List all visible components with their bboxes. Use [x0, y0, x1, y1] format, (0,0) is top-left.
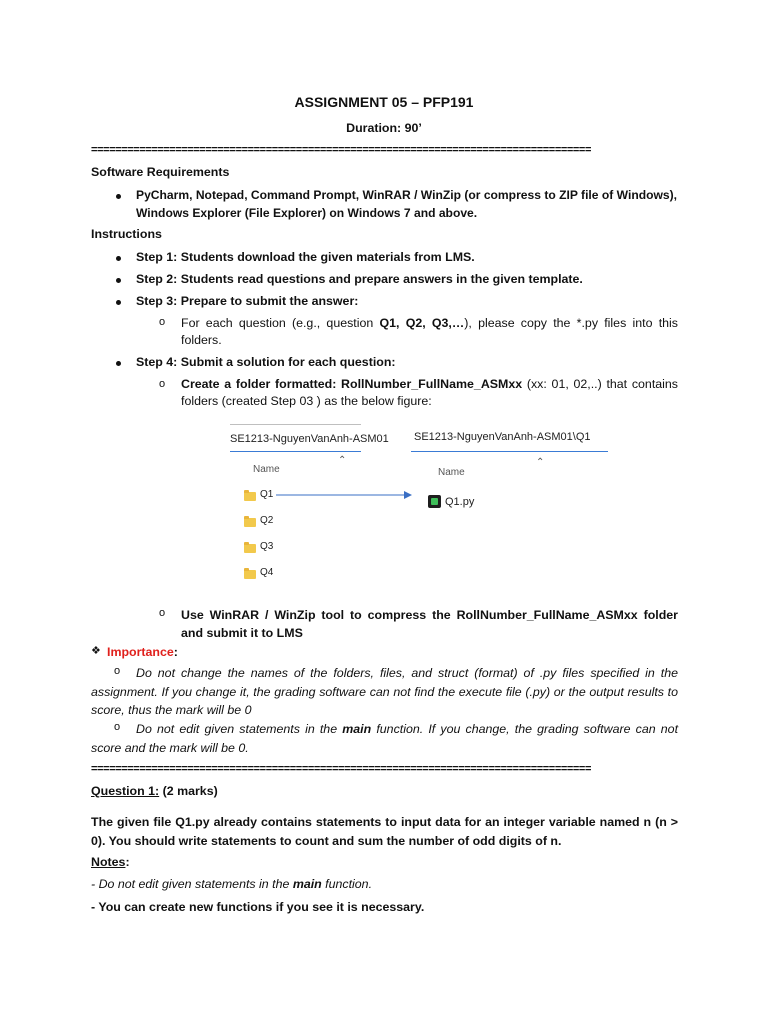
separator-middle: ===================================================================================: [91, 763, 591, 775]
step-4-sub-2-text-c: folder and submit it to LMS: [181, 608, 678, 640]
note-1: [91, 877, 372, 893]
instructions-heading: Instructions: [91, 227, 162, 241]
bullet-icon: [116, 194, 121, 199]
note-2: - You can create new functions if you see it is necessary.: [91, 900, 425, 914]
question-1-body-c: (n > 0). You should write statements to count and sum the number of odd digits of n.: [91, 815, 678, 848]
folder-icon: [244, 544, 256, 553]
bullet-icon: [116, 300, 121, 305]
step-4-sub-2-text-b: RollNumber_FullName_ASMxx: [456, 608, 638, 622]
note-1-main: main: [292, 877, 322, 891]
software-heading: Software Requirements: [91, 165, 230, 179]
bullet-icon: [116, 256, 121, 261]
importance-item-2-main: main: [342, 722, 372, 736]
folder-q4[interactable]: Q4: [260, 567, 274, 578]
diamond-bullet-icon: ❖: [91, 645, 101, 657]
folder-q3[interactable]: Q3: [260, 541, 274, 552]
sub-bullet-icon: o: [159, 607, 166, 619]
importance-item-2-c: function. If you change, the grading software can not score and the mark will be 0.: [91, 722, 679, 755]
importance-colon: :: [173, 645, 178, 659]
sort-up-icon: ⌃: [338, 455, 347, 466]
step-4-sub-2-text-a: Use WinRAR / WinZip tool to compress the: [181, 608, 457, 622]
step-3-sub-text-c: ), please copy the *.py files into this folders.: [181, 316, 678, 347]
question-1-body-a: The given file Q1.py already contains statements to input data for an integer variable named: [91, 815, 644, 829]
step-2: Step 2: Students read questions and prepare answers in the given template.: [136, 272, 583, 286]
question-1-body: [91, 813, 678, 851]
importance-label: Importance: [107, 645, 174, 659]
left-pane-title: SE1213-NguyenVanAnh-ASM01: [230, 433, 389, 445]
question-1-body-b: n: [643, 815, 652, 829]
sort-up-icon: ⌃: [536, 457, 545, 468]
folder-q2[interactable]: Q2: [260, 515, 274, 526]
left-pane-divider: [230, 424, 361, 425]
folder-icon: [244, 518, 256, 527]
sub-bullet-icon: o: [159, 316, 166, 328]
step-3-sub-text-b: Q1, Q2, Q3,…: [379, 316, 465, 330]
left-name-column[interactable]: Name: [253, 464, 280, 475]
importance-heading: [107, 645, 178, 661]
software-line-1: PyCharm, Notepad, Command Prompt, WinRAR / WinZip (or compress to ZIP file of Windows),: [136, 188, 678, 202]
note-1-c: function.: [321, 877, 373, 891]
step-4: Step 4: Submit a solution for each question:: [136, 355, 396, 369]
question-1-label: Question 1:: [91, 784, 160, 798]
arrow-icon: [274, 489, 414, 501]
step-1: Step 1: Students download the given materials from LMS.: [136, 250, 475, 264]
step-4-sub-text-b: RollNumber_FullName_ASMxx: [341, 377, 523, 391]
left-pane-underline: [230, 451, 361, 452]
step-4-sub-text-c: (xx: 01, 02,..) that contains folders (created Step 03 ) as the below figure:: [181, 377, 678, 408]
software-line-2: Windows Explorer (File Explorer) on Windows 7 and above.: [136, 206, 478, 220]
step-4-sub-text-a: Create a folder formatted:: [181, 377, 342, 391]
right-pane-title: SE1213-NguyenVanAnh-ASM01\Q1: [414, 431, 591, 443]
note-1-a: - Do not edit given statements in the: [91, 877, 293, 891]
importance-item-2-a: Do not edit given statements in the: [136, 722, 343, 736]
step-3-sub: [181, 315, 678, 349]
importance-item-2: [91, 720, 678, 757]
importance-item-1: Do not change the names of the folders, files, and struct (format) of .py files specified in the assignment. If you change it, the grading software can not find the execute file (.py) or the output results to score, thus the mark will be 0: [91, 666, 678, 717]
right-name-column[interactable]: Name: [438, 467, 465, 478]
question-1-heading: [91, 784, 218, 800]
question-1-marks: (2 marks): [162, 784, 218, 798]
right-pane-underline: [411, 451, 608, 452]
step-4-sub: [181, 376, 678, 410]
folder-q1[interactable]: Q1: [260, 489, 274, 500]
bullet-icon: [116, 361, 121, 366]
step-3: Step 3: Prepare to submit the answer:: [136, 294, 359, 308]
sub-bullet-icon: o: [159, 378, 166, 390]
step-4-sub-2: [181, 606, 678, 642]
step-3-sub-text-a: For each question (e.g., question: [181, 316, 380, 330]
notes-heading: [91, 855, 130, 871]
file-q1-py[interactable]: Q1.py: [445, 496, 475, 508]
python-file-icon: [428, 495, 441, 508]
sub-bullet-icon: o: [114, 665, 121, 677]
sub-bullet-icon: o: [114, 721, 121, 733]
folder-icon: [244, 570, 256, 579]
bullet-icon: [116, 278, 121, 283]
notes-colon: :: [125, 855, 130, 869]
page-title: ASSIGNMENT 05 – PFP191: [294, 94, 474, 110]
folder-icon: [244, 492, 256, 501]
notes-label: Notes: [91, 855, 126, 869]
separator-top: ===================================================================================: [91, 144, 591, 156]
duration: Duration: 90’: [346, 121, 422, 135]
